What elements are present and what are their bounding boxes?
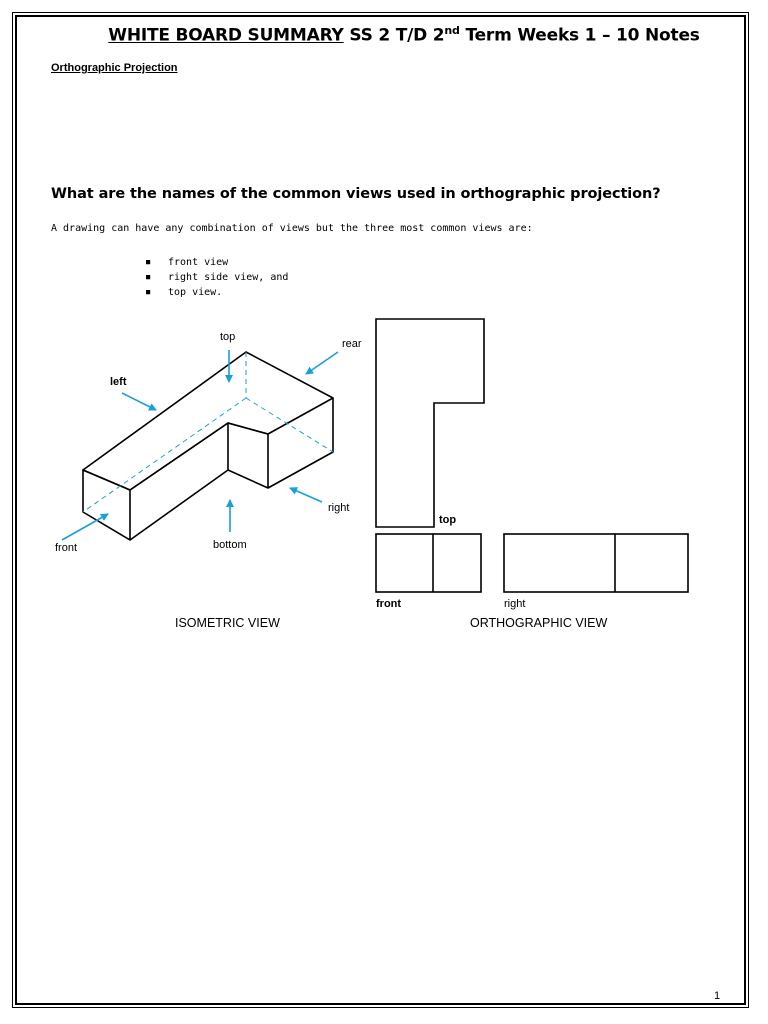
title-underlined: WHITE BOARD SUMMARY: [108, 25, 344, 46]
arrow-rear: [306, 352, 338, 374]
iso-label-top: top: [220, 331, 236, 343]
question-heading: What are the names of the common views used in orthographic projection?: [51, 186, 661, 202]
ortho-label-front: front: [376, 598, 402, 610]
page-number: 1: [714, 990, 721, 1002]
ortho-caption: ORTHOGRAPHIC VIEW: [470, 616, 608, 630]
ortho-right-view: [504, 534, 688, 592]
iso-side-face: [130, 423, 228, 540]
list-item-text: front view: [168, 257, 229, 268]
ortho-label-top: top: [439, 514, 457, 526]
iso-label-left: left: [110, 376, 127, 388]
title-part-b: Term Weeks 1 – 10 Notes: [459, 25, 700, 46]
ortho-front-view: [376, 534, 481, 592]
arrow-right: [290, 488, 322, 502]
iso-label-bottom: bottom: [213, 539, 247, 551]
ortho-views: [376, 319, 688, 592]
iso-short-arm-side: [268, 398, 333, 488]
bullet-icon: ■: [146, 273, 151, 281]
list-item-text: top view.: [168, 287, 223, 298]
title-superscript: nd: [444, 24, 460, 37]
iso-top-face: [83, 352, 333, 490]
iso-caption: ISOMETRIC VIEW: [175, 616, 280, 630]
ortho-top-view: [376, 319, 484, 527]
iso-label-right: right: [328, 502, 350, 514]
iso-label-front: front: [55, 542, 78, 554]
section-subtitle: Orthographic Projection: [51, 62, 178, 74]
arrow-front: [62, 514, 108, 540]
iso-short-arm: [228, 423, 268, 488]
ortho-label-right: right: [504, 598, 526, 610]
iso-label-rear: rear: [342, 338, 362, 350]
title-part-a: SS 2 T/D 2: [343, 25, 445, 46]
intro-text: A drawing can have any combination of views but the three most common views are:: [51, 223, 533, 234]
bullet-icon: ■: [146, 258, 151, 266]
list-item-text: right side view, and: [168, 272, 289, 283]
bullet-icon: ■: [146, 288, 151, 296]
iso-front-face: [83, 470, 130, 540]
arrow-left: [122, 393, 156, 410]
